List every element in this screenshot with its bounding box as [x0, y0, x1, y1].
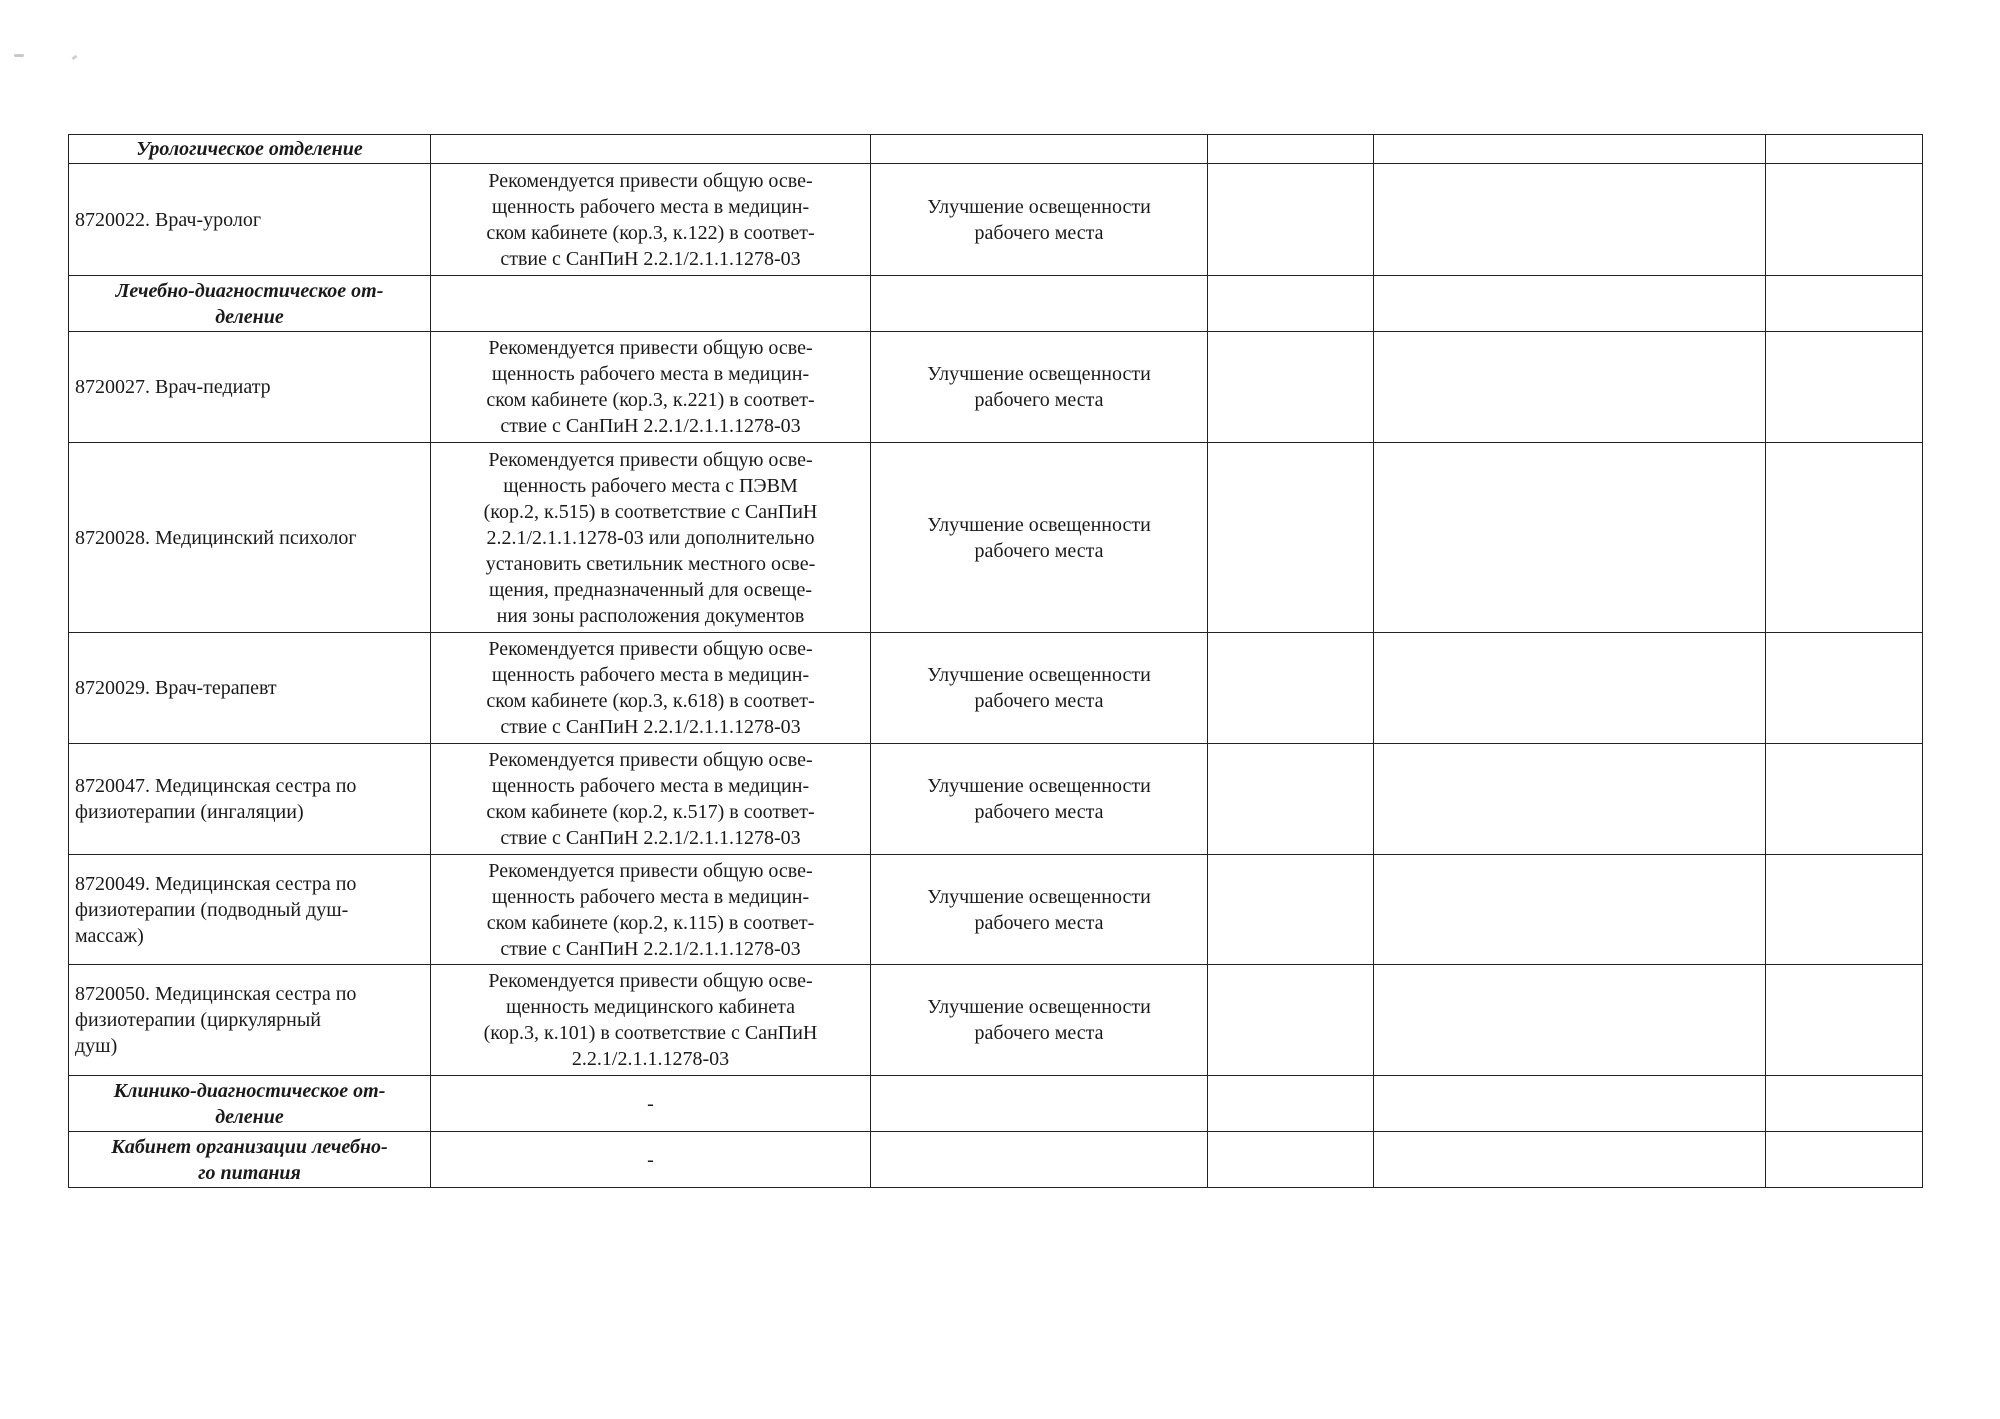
- table-row: [69, 855, 1923, 965]
- recommendation-cell: -: [431, 1132, 871, 1188]
- goal-line: Улучшение освещенности: [927, 885, 1151, 908]
- recommendation-line: ствие с СанПиН 2.2.1/2.1.1.1278-03: [500, 937, 801, 960]
- empty-cell: [1766, 855, 1923, 965]
- empty-cell: [1208, 1076, 1374, 1132]
- empty-cell: [1766, 965, 1923, 1076]
- recommendation-line: ствие с СанПиН 2.2.1/2.1.1.1278-03: [500, 247, 801, 270]
- empty-cell: [1374, 855, 1766, 965]
- recommendation-line: Рекомендуется привести общую осве-: [488, 448, 813, 471]
- goal-line: рабочего места: [974, 539, 1104, 562]
- empty-cell: [1766, 164, 1923, 276]
- recommendation-line: ском кабинете (кор.3, к.122) в соответ-: [486, 221, 815, 244]
- section-row: [69, 135, 1923, 164]
- recommendation-cell: [431, 633, 871, 744]
- position-cell: 8720028. Медицинский психолог: [69, 443, 431, 633]
- empty-cell: [1374, 633, 1766, 744]
- table-row: [69, 332, 1923, 443]
- recommendation-line: ском кабинете (кор.3, к.618) в соответ-: [486, 690, 815, 712]
- empty-cell: [871, 135, 1208, 164]
- recommendation-line: ния зоны расположения документов: [496, 604, 805, 627]
- goal-line: Улучшение освещенности: [927, 996, 1151, 1018]
- table-row: [69, 965, 1923, 1076]
- empty-cell: [1374, 332, 1766, 443]
- empty-cell: [1766, 1132, 1923, 1188]
- goal-line: рабочего места: [974, 690, 1104, 712]
- empty-cell: [1374, 744, 1766, 855]
- recommendation-line: Рекомендуется привести общую осве-: [488, 169, 813, 192]
- goal-cell: [871, 443, 1208, 633]
- section-title: [69, 1132, 431, 1188]
- position-line: 8720050. Медицинская сестра по: [75, 983, 357, 1005]
- recommendation-cell: [431, 855, 871, 965]
- goal-cell: [871, 855, 1208, 965]
- recommendation-line: щенность рабочего места с ПЭВМ: [503, 474, 798, 497]
- scan-speck: [72, 55, 78, 60]
- goal-cell: [871, 965, 1208, 1076]
- recommendation-cell: [431, 744, 871, 855]
- goal-cell: [871, 164, 1208, 276]
- section-title-line: Клинико-диагностическое от-: [113, 1079, 386, 1102]
- position-line: душ): [75, 1035, 118, 1057]
- recommendation-line: ствие с СанПиН 2.2.1/2.1.1.1278-03: [500, 716, 801, 738]
- goal-line: Улучшение освещенности: [927, 513, 1151, 536]
- recommendation-line: Рекомендуется привести общую осве-: [488, 749, 813, 771]
- recommendation-line: ском кабинете (кор.2, к.115) в соответ-: [486, 911, 815, 934]
- empty-cell: [1766, 276, 1923, 332]
- recommendation-line: 2.2.1/2.1.1.1278-03 или дополнительно: [486, 526, 815, 549]
- table-row: [69, 443, 1923, 633]
- empty-cell: [1374, 164, 1766, 276]
- empty-cell: [1208, 164, 1374, 276]
- recommendation-line: Рекомендуется привести общую осве-: [488, 970, 813, 992]
- recommendation-line: щения, предназначенный для освеще-: [489, 578, 812, 601]
- empty-cell: [871, 276, 1208, 332]
- position-line: массаж): [75, 924, 144, 947]
- recommendation-line: установить светильник местного осве-: [485, 552, 816, 575]
- table-row: [69, 633, 1923, 744]
- recommendation-cell: [431, 164, 871, 276]
- empty-cell: [1374, 135, 1766, 164]
- position-cell: 8720022. Врач-уролог: [69, 164, 431, 276]
- goal-line: рабочего места: [974, 911, 1104, 934]
- recommendation-cell: -: [431, 1076, 871, 1132]
- section-row: [69, 1076, 1923, 1132]
- empty-cell: [1208, 633, 1374, 744]
- section-title: Урологическое отделение: [69, 135, 431, 164]
- section-row: [69, 1132, 1923, 1188]
- empty-cell: [1374, 443, 1766, 633]
- section-title: [69, 276, 431, 332]
- recommendation-line: ствие с СанПиН 2.2.1/2.1.1.1278-03: [500, 415, 801, 437]
- recommendation-line: ствие с СанПиН 2.2.1/2.1.1.1278-03: [500, 827, 801, 849]
- section-title-line: деление: [215, 305, 284, 328]
- recommendation-line: 2.2.1/2.1.1.1278-03: [571, 1048, 730, 1070]
- goal-line: Улучшение освещенности: [927, 195, 1151, 218]
- goal-line: Улучшение освещенности: [927, 664, 1151, 686]
- goal-cell: [871, 633, 1208, 744]
- empty-cell: [1766, 633, 1923, 744]
- scan-speck: [14, 54, 24, 57]
- empty-cell: [1208, 744, 1374, 855]
- position-line: физиотерапии (ингаляции): [75, 801, 304, 823]
- empty-cell: [1208, 443, 1374, 633]
- empty-cell: [1766, 744, 1923, 855]
- empty-cell: [1374, 1076, 1766, 1132]
- goal-line: рабочего места: [974, 221, 1104, 244]
- recommendation-line: щенность рабочего места в медицин-: [491, 775, 810, 797]
- empty-cell: [1208, 855, 1374, 965]
- section-title-line: Кабинет организации лечебно-: [111, 1135, 388, 1158]
- position-cell: 8720029. Врач-терапевт: [69, 633, 431, 744]
- empty-cell: [1208, 276, 1374, 332]
- empty-cell: [1766, 332, 1923, 443]
- section-row: [69, 276, 1923, 332]
- measures-table: [68, 134, 1923, 1188]
- goal-cell: [871, 744, 1208, 855]
- empty-cell: [431, 135, 871, 164]
- recommendation-line: Рекомендуется привести общую осве-: [488, 638, 813, 660]
- recommendation-line: щенность рабочего места в медицин-: [491, 664, 810, 686]
- recommendation-line: Рекомендуется привести общую осве-: [488, 859, 813, 882]
- empty-cell: [871, 1132, 1208, 1188]
- section-title-line: го питания: [198, 1161, 301, 1184]
- empty-cell: [1208, 1132, 1374, 1188]
- recommendation-line: щенность рабочего места в медицин-: [491, 885, 810, 908]
- position-cell: [69, 855, 431, 965]
- section-title-line: деление: [215, 1105, 284, 1128]
- goal-cell: [871, 332, 1208, 443]
- position-cell: 8720027. Врач-педиатр: [69, 332, 431, 443]
- empty-cell: [1766, 135, 1923, 164]
- position-line: 8720049. Медицинская сестра по: [75, 872, 357, 895]
- goal-line: рабочего места: [974, 801, 1104, 823]
- recommendation-line: ском кабинете (кор.2, к.517) в соответ-: [486, 801, 815, 823]
- empty-cell: [1208, 135, 1374, 164]
- empty-cell: [1374, 965, 1766, 1076]
- empty-cell: [1208, 965, 1374, 1076]
- recommendation-line: ском кабинете (кор.3, к.221) в соответ-: [486, 389, 815, 411]
- empty-cell: [1766, 443, 1923, 633]
- recommendation-line: щенность медицинского кабинета: [505, 996, 796, 1018]
- recommendation-cell: [431, 965, 871, 1076]
- position-cell: [69, 744, 431, 855]
- position-line: 8720047. Медицинская сестра по: [75, 775, 357, 797]
- recommendation-line: (кор.3, к.101) в соответствие с СанПиН: [483, 1022, 818, 1044]
- goal-line: рабочего места: [974, 389, 1104, 411]
- goal-line: рабочего места: [974, 1022, 1104, 1044]
- table-row: [69, 164, 1923, 276]
- section-title-line: Лечебно-диагностическое от-: [115, 279, 384, 302]
- empty-cell: [1208, 332, 1374, 443]
- empty-cell: [1374, 1132, 1766, 1188]
- goal-line: Улучшение освещенности: [927, 775, 1151, 797]
- section-title: [69, 1076, 431, 1132]
- empty-cell: [431, 276, 871, 332]
- table-row: [69, 744, 1923, 855]
- empty-cell: [871, 1076, 1208, 1132]
- recommendation-line: щенность рабочего места в медицин-: [491, 363, 810, 385]
- recommendation-line: (кор.2, к.515) в соответствие с СанПиН: [483, 500, 818, 523]
- recommendation-line: щенность рабочего места в медицин-: [491, 195, 810, 218]
- goal-line: Улучшение освещенности: [927, 363, 1151, 385]
- empty-cell: [1766, 1076, 1923, 1132]
- recommendation-cell: [431, 332, 871, 443]
- position-line: физиотерапии (циркулярный: [75, 1009, 321, 1031]
- empty-cell: [1374, 276, 1766, 332]
- recommendation-cell: [431, 443, 871, 633]
- position-line: физиотерапии (подводный душ-: [75, 898, 349, 921]
- recommendation-line: Рекомендуется привести общую осве-: [488, 337, 813, 359]
- position-cell: [69, 965, 431, 1076]
